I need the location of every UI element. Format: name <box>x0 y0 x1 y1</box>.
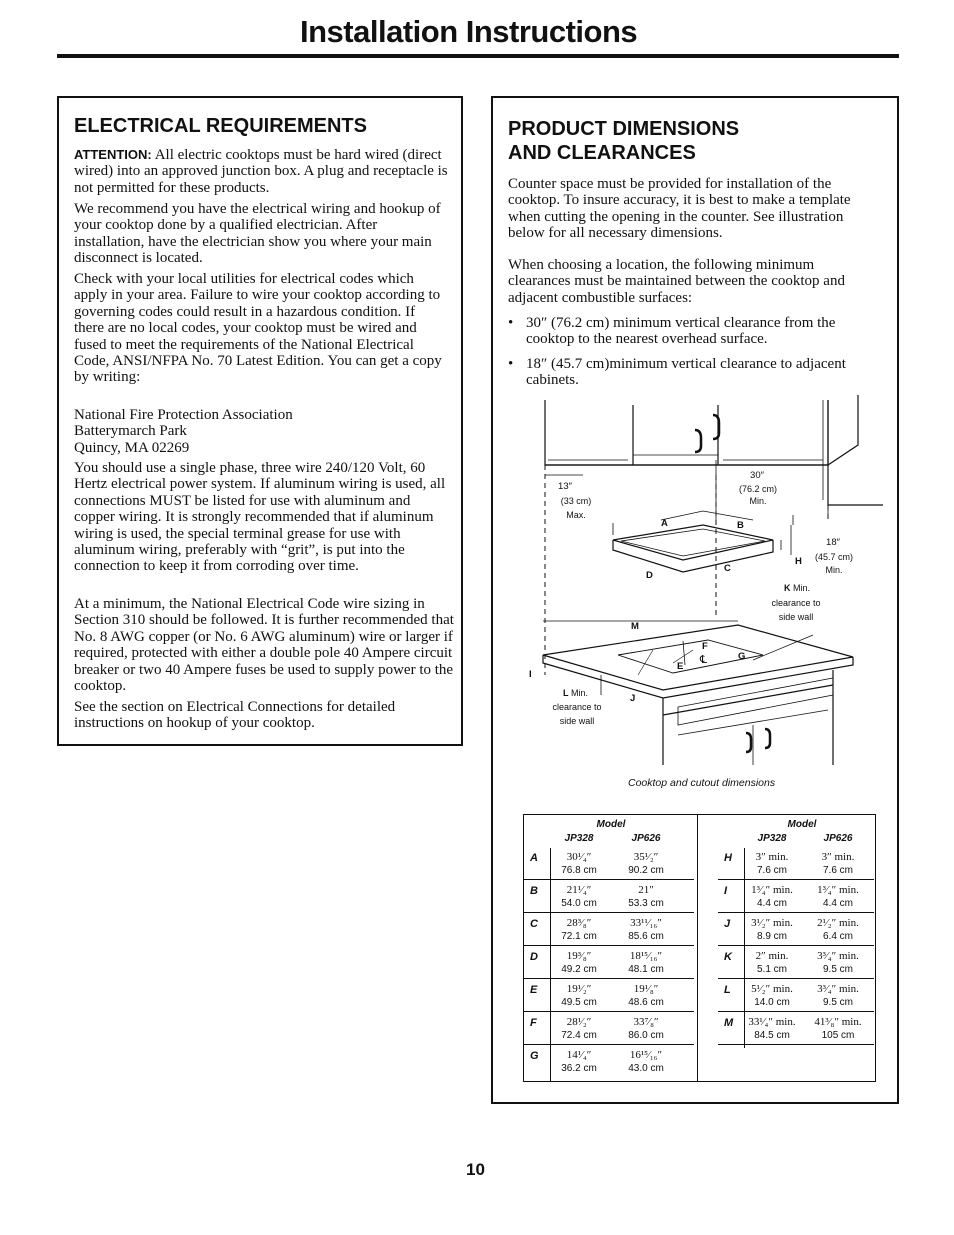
row-rule <box>524 945 694 946</box>
electrical-requirements-box <box>57 96 463 746</box>
label-f: F <box>702 641 708 652</box>
row-letter: B <box>530 885 538 897</box>
row-rule <box>718 1044 874 1045</box>
bullet-text: 18″ (45.7 cm)minimum vertical clearance to adjacent cabinets. <box>526 356 846 389</box>
jp328-inches: 2″ min. <box>755 950 789 962</box>
label-k-side-wall: side wall <box>778 612 814 622</box>
jp626-inches: 3³⁄₄″ min. <box>817 950 859 962</box>
jp328-cm: 49.2 cm <box>561 964 597 975</box>
col-jp626-header: JP626 <box>823 833 853 844</box>
row-rule <box>524 912 694 913</box>
table-row <box>718 980 874 1012</box>
row-rule <box>718 978 874 979</box>
dimensions-paragraph-1: Counter space must be provided for installation of the cooktop. To insure accuracy, it is best to make a template when cutting the opening in the counter. See illustration below for all necessary dimensions. <box>508 176 851 242</box>
row-letter: D <box>530 951 538 963</box>
jp328-cm: 5.1 cm <box>756 964 787 975</box>
jp626-cm: 43.0 cm <box>628 1063 664 1074</box>
jp626-cm: 7.6 cm <box>822 865 853 876</box>
jp328-cm: 8.9 cm <box>756 931 787 942</box>
jp328-cell <box>740 851 804 877</box>
table-row <box>524 881 694 913</box>
label-e: E <box>677 661 684 672</box>
jp626-cm: 53.3 cm <box>628 898 664 909</box>
table-divider <box>697 814 698 1082</box>
label-30-cm: (76.2 cm) <box>738 484 778 494</box>
upper-cabinets <box>545 395 883 505</box>
label-k-min: Min. <box>793 583 811 593</box>
electrical-heading: ELECTRICAL REQUIREMENTS <box>74 115 367 137</box>
table-row <box>524 980 694 1012</box>
electrical-paragraph-6: At a minimum, the National Electrical Code wire sizing in Section 310 should be followed. It is further recommended that No. 8 AWG copper (or No. 6 AWG aluminum) wire or larger if required, protected with either a double pole 40 Ampere circuit breaker or two 40 Ampere fuses be used to supply power to the cooktop. <box>74 596 454 695</box>
jp626-inches: 33¹¹⁄₁₆″ <box>630 917 662 929</box>
jp328-inches: 21¹⁄₄″ <box>566 884 592 896</box>
label-30-min: Min. <box>749 496 767 506</box>
jp626-inches: 21″ <box>638 884 654 896</box>
dimensions-heading-line1: PRODUCT DIMENSIONS <box>508 118 740 140</box>
row-rule <box>524 1044 694 1045</box>
address-line: Batterymarch Park <box>74 423 187 440</box>
row-rule <box>718 879 874 880</box>
jp328-cell <box>740 950 804 976</box>
jp328-cell <box>547 1049 611 1075</box>
jp626-inches: 3³⁄₄″ min. <box>817 983 859 995</box>
label-d: D <box>646 570 653 581</box>
counter-and-base-cabinet <box>543 625 853 765</box>
row-rule <box>718 1011 874 1012</box>
row-rule <box>524 1011 694 1012</box>
jp328-cm: 76.8 cm <box>561 865 597 876</box>
cooktop-diagram <box>513 395 883 765</box>
jp328-cm: 36.2 cm <box>561 1063 597 1074</box>
row-rule <box>524 879 694 880</box>
jp626-inches: 33⁷⁄₈″ <box>633 1016 659 1028</box>
jp626-inches: 19¹⁄₈″ <box>633 983 659 995</box>
jp328-cm: 54.0 cm <box>561 898 597 909</box>
table-row <box>718 1013 874 1045</box>
jp328-cm: 72.4 cm <box>561 1030 597 1041</box>
label-c: C <box>724 563 731 574</box>
label-i: I <box>529 669 532 680</box>
jp328-cell <box>547 917 611 943</box>
table-row <box>524 914 694 946</box>
jp626-cell <box>614 983 678 1009</box>
label-30: 30″ <box>750 470 764 481</box>
bullet-item <box>508 356 883 389</box>
jp328-inches: 30¹⁄₄″ <box>566 851 592 863</box>
label-13-max: Max. <box>566 510 586 520</box>
table-row <box>524 1046 694 1078</box>
model-header: Model <box>787 819 817 830</box>
label-l-min: Min. <box>571 688 589 698</box>
label-18: 18″ <box>826 537 840 548</box>
jp626-cm: 9.5 cm <box>822 997 853 1008</box>
label-13-cm: (33 cm) <box>560 496 592 506</box>
label-18-cm: (45.7 cm) <box>814 552 854 562</box>
page-title: Installation Instructions <box>300 14 638 49</box>
jp328-cell <box>547 1016 611 1042</box>
row-letter: I <box>724 885 728 897</box>
attention-text: All electric cooktops must be hard wired (direct wired) into an approved junction box. A plug and receptacle is not permitted for these products. <box>74 147 448 196</box>
dimensions-heading <box>508 117 739 165</box>
bullet-item <box>508 315 883 348</box>
jp328-cell <box>547 950 611 976</box>
jp328-cm: 7.6 cm <box>756 865 787 876</box>
model-header: Model <box>596 819 626 830</box>
jp328-inches: 28¹⁄₂″ <box>566 1016 592 1028</box>
jp328-cell <box>740 917 804 943</box>
page-number: 10 <box>466 1160 485 1179</box>
electrical-paragraph-5: You should use a single phase, three wire 240/120 Volt, 60 Hertz electrical power system. If aluminum wiring is used, all connections MUST be listed for use with aluminum and copper wiring. It is strongly recommended that if aluminum wiring is used, the special terminal grease for use with aluminum wiring, preferably with “grit”, is put into the connection to keep it from corroding over time. <box>74 460 446 575</box>
jp626-cell <box>806 950 870 976</box>
label-k-clearance: clearance to <box>771 598 821 608</box>
jp328-inches: 3″ min. <box>755 851 789 863</box>
electrical-paragraph-3: Check with your local utilities for electrical codes which apply in your area. Failure to wire your cooktop according to governing codes could result in a hazardous condition. If there are no local codes, your cooktop must be wired and fused to meet the requirements of the National Electrical Code, ANSI/NFPA No. 70 Latest Edition. You can get a copy by writing: <box>74 271 442 386</box>
jp626-cm: 90.2 cm <box>628 865 664 876</box>
label-13: 13″ <box>558 481 572 492</box>
jp626-cm: 4.4 cm <box>822 898 853 909</box>
row-rule <box>718 945 874 946</box>
jp328-inches: 19³⁄₈″ <box>566 950 592 962</box>
jp626-inches: 1³⁄₄″ min. <box>817 884 859 896</box>
label-l-side-wall: side wall <box>559 716 595 726</box>
jp328-inches: 28³⁄₈″ <box>566 917 592 929</box>
address-block <box>74 407 444 456</box>
attention-label: ATTENTION: <box>74 147 152 162</box>
title-rule <box>57 54 899 58</box>
jp626-cell <box>806 917 870 943</box>
row-letter: M <box>724 1017 734 1029</box>
attention-paragraph <box>74 147 449 196</box>
label-k-letter: K <box>784 583 791 593</box>
jp328-inches: 3¹⁄₂″ min. <box>751 917 793 929</box>
row-rule <box>524 978 694 979</box>
row-letter: H <box>724 852 732 864</box>
dimension-lines <box>543 460 828 665</box>
row-letter: A <box>530 852 538 864</box>
centerline-symbol: ℄ <box>700 654 708 666</box>
jp328-cm: 4.4 cm <box>756 898 787 909</box>
row-letter: F <box>530 1017 537 1029</box>
jp626-cm: 48.1 cm <box>628 964 664 975</box>
label-b: B <box>737 520 744 531</box>
jp626-cm: 105 cm <box>821 1030 855 1041</box>
table-row <box>718 914 874 946</box>
row-rule <box>718 912 874 913</box>
bullet-mark: • <box>508 356 514 372</box>
jp328-cell <box>740 1016 804 1042</box>
electrical-paragraph-2: We recommend you have the electrical wiring and hookup of your cooktop done by a qualified electrician. After installation, have the electrician show you where your main disconnect is located. <box>74 201 441 267</box>
label-h: H <box>795 556 802 567</box>
jp328-cell <box>740 884 804 910</box>
row-letter: E <box>530 984 538 996</box>
label-j: J <box>630 693 636 704</box>
table-row <box>524 1013 694 1045</box>
jp328-cell <box>547 851 611 877</box>
jp626-cell <box>614 851 678 877</box>
jp328-inches: 19¹⁄₂″ <box>566 983 592 995</box>
jp328-cm: 84.5 cm <box>754 1030 790 1041</box>
cooktop-outline <box>613 511 791 572</box>
col-jp328-header: JP328 <box>564 833 594 844</box>
jp328-cell <box>547 983 611 1009</box>
jp626-cm: 48.6 cm <box>628 997 664 1008</box>
jp626-cell <box>806 851 870 877</box>
jp626-cell <box>806 884 870 910</box>
row-letter: C <box>530 918 538 930</box>
jp626-cell <box>806 1016 870 1042</box>
col-jp328-header: JP328 <box>757 833 787 844</box>
jp626-cm: 9.5 cm <box>822 964 853 975</box>
jp626-inches: 18¹⁵⁄₁₆″ <box>629 950 663 962</box>
label-g: G <box>738 651 746 662</box>
label-l-letter: L <box>563 688 569 698</box>
jp626-cm: 6.4 cm <box>822 931 853 942</box>
col-jp626-header: JP626 <box>631 833 661 844</box>
address-line: National Fire Protection Association <box>74 407 293 423</box>
label-a: A <box>661 518 668 529</box>
jp328-inches: 5¹⁄₂″ min. <box>751 983 793 995</box>
jp626-inches: 3″ min. <box>821 851 855 863</box>
label-m: M <box>631 621 639 632</box>
row-letter: L <box>724 984 731 996</box>
jp626-inches: 16¹⁵⁄₁₆″ <box>629 1049 663 1061</box>
jp328-cell <box>547 884 611 910</box>
jp626-inches: 35¹⁄₂″ <box>633 851 659 863</box>
jp626-inches: 2¹⁄₂″ min. <box>817 917 859 929</box>
address-line: Quincy, MA 02269 <box>74 439 190 456</box>
jp328-inches: 1³⁄₄″ min. <box>751 884 793 896</box>
bullet-mark: • <box>508 315 514 331</box>
jp328-cm: 14.0 cm <box>754 997 790 1008</box>
bullet-text: 30″ (76.2 cm) minimum vertical clearance from the cooktop to the nearest overhead surface. <box>526 315 836 348</box>
jp626-cell <box>614 884 678 910</box>
table-row <box>718 848 874 880</box>
jp328-cell <box>740 983 804 1009</box>
row-letter: K <box>724 951 732 963</box>
table-row <box>718 881 874 913</box>
jp626-cell <box>614 950 678 976</box>
table-row <box>718 947 874 979</box>
table-row <box>524 848 694 880</box>
jp328-inches: 33¹⁄₄″ min. <box>748 1016 796 1028</box>
jp328-inches: 14¹⁄₄″ <box>566 1049 592 1061</box>
table-row <box>524 947 694 979</box>
electrical-paragraph-7: See the section on Electrical Connections for detailed instructions on hookup of your cooktop. <box>74 699 396 732</box>
jp626-cell <box>806 983 870 1009</box>
label-l-clearance: clearance to <box>552 702 602 712</box>
dimensions-paragraph-2: When choosing a location, the following minimum clearances must be maintained between the cooktop and adjacent combustible surfaces: <box>508 257 845 306</box>
diagram-caption: Cooktop and cutout dimensions <box>628 777 776 789</box>
row-letter: G <box>530 1050 539 1062</box>
jp626-cell <box>614 1016 678 1042</box>
jp626-cm: 86.0 cm <box>628 1030 664 1041</box>
jp328-cm: 49.5 cm <box>561 997 597 1008</box>
jp626-cm: 85.6 cm <box>628 931 664 942</box>
jp328-cm: 72.1 cm <box>561 931 597 942</box>
dimensions-heading-line2: AND CLEARANCES <box>508 142 696 164</box>
label-18-min: Min. <box>825 565 843 575</box>
jp626-cell <box>614 1049 678 1075</box>
row-letter: J <box>724 918 731 930</box>
dimensions-table <box>523 814 876 1082</box>
jp626-cell <box>614 917 678 943</box>
jp626-inches: 41³⁄₈″ min. <box>814 1016 862 1028</box>
